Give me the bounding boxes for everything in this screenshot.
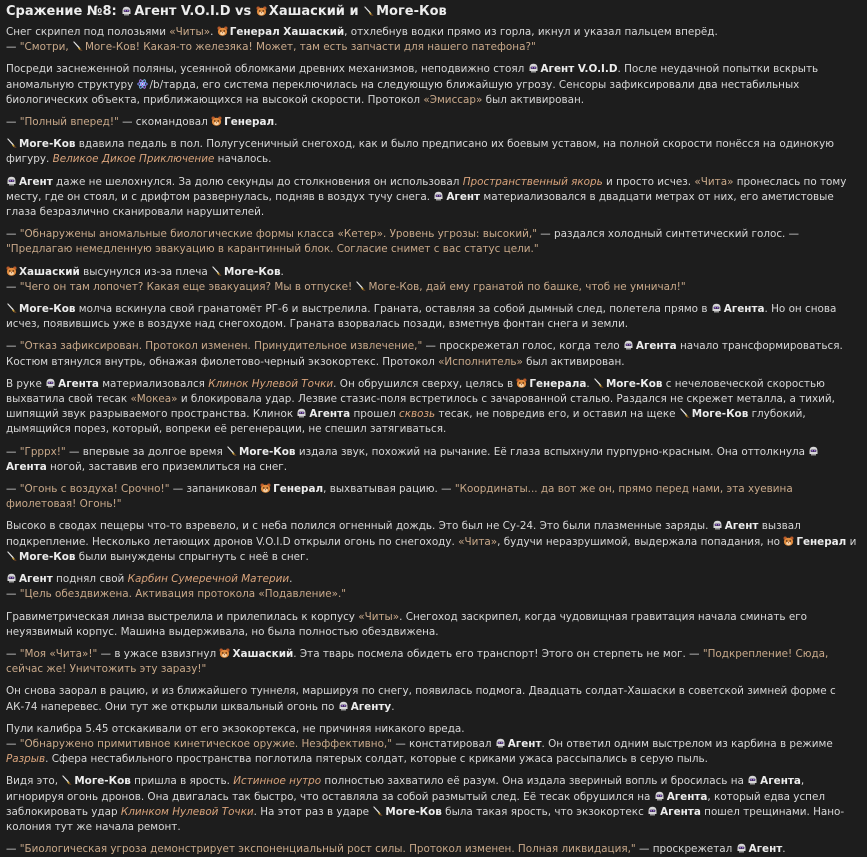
bold-text: Агент V.O.I.D vs [134, 4, 256, 19]
sword-icon [679, 408, 690, 418]
text-run: . Но он снова исчез, появившись уже в воздухе над снегоходом. Граната взорвалась позади, взметнув фонтан снега и земли. [6, 303, 837, 331]
robot-helmet-icon [712, 520, 723, 530]
robot-helmet-icon [495, 738, 506, 748]
quote-text: "Чего он там лопочет? Какая еще эвакуация? Мы в отпуске! [19, 280, 356, 293]
story-paragraph [6, 774, 858, 835]
story-title [6, 3, 858, 20]
text-run: — [6, 588, 20, 601]
text-run: — [6, 41, 20, 54]
quote-text: "Полный вперед!" [19, 116, 119, 129]
text-run: материализовался [98, 377, 209, 390]
bold-text: Генерал [796, 535, 847, 548]
quote-text: "Смотри, [19, 41, 72, 54]
hamster-face-icon [260, 483, 271, 493]
story-paragraph [6, 684, 858, 714]
story-paragraph [6, 339, 858, 369]
text-run: Снег скрипел под полозьями [6, 26, 170, 38]
bold-text: Агента [723, 303, 765, 316]
robot-helmet-icon [623, 340, 634, 350]
story-paragraph [6, 25, 858, 55]
text-run: . Он обрушился сверху, целясь в [333, 377, 517, 390]
text-run: даже не шелохнулся. За долю секунды до столкновения он использовал [52, 175, 463, 188]
sword-icon [593, 378, 604, 388]
hamster-face-icon [219, 648, 230, 658]
story-paragraph [6, 62, 858, 108]
quote-text: "Грррх!" [19, 445, 66, 458]
bold-text: Агента [58, 377, 99, 390]
italic-term: Карбин Сумеречной Материи [127, 573, 290, 586]
text-run: . Эта тварь посмела обидеть его транспорт! Этого он стерпеть не мог. — [293, 647, 703, 660]
quote-text: Моге-Ков! Какая-то железяка! Может, там есть запчасти для нашего патефона?" [84, 41, 536, 54]
robot-helmet-icon [121, 6, 132, 16]
robot-helmet-icon [736, 843, 747, 853]
robot-helmet-icon [747, 775, 758, 785]
robot-helmet-icon [338, 701, 349, 711]
story-paragraph [6, 722, 858, 768]
sword-icon [6, 303, 17, 313]
sword-icon [226, 446, 237, 456]
text-run: — в ужасе взвизгнул [97, 647, 220, 660]
bold-text: Моге-Ков [74, 775, 131, 788]
quote-text: «Исполнитель» [438, 355, 523, 368]
text-run: с нечеловеческой скоростью выхватила свой тесак [6, 377, 825, 406]
bold-text: Моге-Ков [376, 4, 447, 19]
story-paragraph [6, 265, 858, 295]
hamster-face-icon [6, 266, 17, 276]
quote-text: «Мокеа» [130, 393, 178, 406]
text-run: . [586, 377, 593, 390]
text-run: , который едва успел заблокировать удар [6, 790, 825, 818]
hamster-face-icon [783, 536, 794, 546]
story-paragraph [6, 610, 858, 640]
text-run: — [6, 843, 20, 856]
hamster-face-icon [211, 116, 222, 126]
text-run: началось. [214, 153, 272, 166]
text-run: . Снегоход заскрипел, когда чудовищная гравитация начала сминать его неуязвимый корпус. Машина выдерживала, но была полностью обездвижена. [6, 610, 808, 638]
bold-text: Хашаский [232, 647, 294, 660]
text-run: и [846, 535, 857, 548]
text-run: — запаниковал [169, 483, 261, 496]
story-paragraph [6, 445, 858, 475]
story-paragraph [6, 175, 858, 221]
text-run: молча вскинула свой гранатомёт РГ-6 и выстрелила. Граната, оставляя за собой дымный след, полетела прямо в [75, 303, 711, 316]
sword-icon [211, 266, 222, 276]
italic-term: сквозь [399, 408, 436, 421]
text-run: — [6, 340, 20, 353]
quote-text: «Эмиссар» [423, 93, 483, 106]
story-paragraph [6, 227, 858, 257]
text-run: — [6, 647, 20, 660]
quote-text: "Цель обездвижена. Активация протокола «Подавление»." [19, 588, 347, 601]
text-run: Посреди заснеженной поляны, усеянной обломками древних механизмов, неподвижно стоял [6, 63, 528, 76]
text-run: — впервые за долгое время [65, 445, 227, 458]
sword-icon [6, 138, 17, 148]
text-run: — [6, 445, 20, 458]
robot-helmet-icon [647, 806, 658, 816]
bold-text: Хашаский и [268, 4, 364, 19]
story-paragraph [6, 137, 858, 167]
text-run: вдавила педаль в пол. Полугусеничный снегоход, как и было предписано их боевым уставом, на полной скорости понёсся на одинокую фигуру. [6, 138, 834, 166]
bold-text: Моге-Ков [19, 550, 76, 563]
quote-text: «Читы» [358, 610, 400, 623]
text-run: , игнорируя огонь дронов. Она двигалась так быстро, что оставляла за собой размытый след. Её тесак обрушился на [6, 775, 805, 803]
robot-helmet-icon [296, 408, 307, 418]
sword-icon [363, 6, 374, 16]
text-run: пришла в ярость. [130, 775, 234, 788]
atom-icon [137, 79, 148, 89]
robot-helmet-icon [6, 176, 17, 186]
sword-icon [61, 775, 72, 785]
bold-text: Моге-Ков [19, 138, 76, 151]
sword-icon [6, 551, 17, 561]
story-paragraph [6, 519, 858, 565]
text-run: был активирован. [482, 93, 585, 106]
text-run: — [6, 280, 20, 293]
sword-icon [355, 281, 366, 291]
bold-text: Агенту [350, 700, 392, 713]
text-run: — [6, 116, 20, 129]
text-run: был активирован. [522, 355, 625, 368]
text-run: — раздался холодный синтетический голос. — [536, 228, 800, 241]
italic-term: Великое Дикое Приключение [52, 153, 215, 166]
robot-helmet-icon [808, 446, 819, 456]
story-paragraph [6, 482, 858, 512]
text-run: — скомандовал [118, 116, 212, 129]
story-paragraph [6, 647, 858, 677]
text-run: /b/тарда, его система переключилась на следующую ближайшую угрозу. Сенсоры зафиксировали два нестабильных биологических объекта, приближающихся на высокой скорости. Протокол [6, 78, 800, 106]
text-run: — [6, 228, 20, 241]
quote-text: "Моя «Чита»!" [19, 647, 98, 660]
bold-text: Генерал Хашаский [229, 26, 345, 38]
bold-text: Агент V.O.I.D [540, 63, 618, 76]
bold-text: Агента [309, 408, 351, 421]
text-run: — проскрежетал [635, 843, 736, 856]
robot-helmet-icon [654, 791, 665, 801]
story-paragraph [6, 572, 858, 602]
text-run: , отхлебнув водки прямо из горла, икнул и указал пальцем вперёд. [344, 26, 718, 38]
text-run: . [280, 265, 284, 278]
bold-text: Агент [19, 175, 53, 188]
quote-text: "Координаты... да вот же он, прямо перед нами, эта хуевина фиолетовая! Огонь!" [6, 483, 793, 511]
hamster-face-icon [516, 378, 527, 388]
quote-text: "Подкрепление! Сюда, сейчас же! Уничтожить эту заразу!" [6, 647, 829, 676]
text-run: . Он ответил одним выстрелом из карбина в режиме [541, 737, 833, 750]
quote-text: «Читы» [169, 26, 211, 38]
bold-text: Агента [666, 790, 708, 803]
text-run: Видя это, [6, 775, 62, 788]
italic-term: Клинком Нулевой Точки [120, 805, 254, 818]
text-run: — [6, 483, 20, 496]
quote-text: "Огонь с воздуха! Срочно!" [19, 483, 170, 496]
bold-text: Сражение №8: [6, 4, 122, 19]
text-run: Он снова заорал в рацию, и из ближайшего туннеля, маршируя по снегу, появилась подмога. Двадцать солдат-Хашаски в советской зимней форме с АК-74 наперевес. Они тут же открыли шквальный огонь по [6, 685, 836, 713]
text-run: издала звук, похожий на рычание. Её глаза вспыхнули пурпурно-красным. Она оттолкнула [295, 445, 809, 458]
hamster-face-icon [217, 26, 228, 36]
bold-text: Хашаский [19, 265, 80, 278]
story-paragraph [6, 302, 858, 332]
bold-text: Агента [6, 460, 47, 473]
text-run: ногой, заставив его приземлиться на снег. [46, 460, 288, 473]
text-run: — [6, 737, 20, 750]
text-run: , будучи неразрушимой, выдержала попадания, но [497, 535, 784, 548]
quote-text: "Отказ зафиксирован. Протокол изменен. Принудительное извлечение," [19, 340, 423, 353]
text-run: — констатировал [392, 737, 495, 750]
robot-helmet-icon [433, 191, 444, 201]
robot-helmet-icon [528, 63, 539, 73]
bold-text: Генерал [224, 116, 275, 129]
quote-text: Моге-Ков, дай ему гранатой по башке, чтоб не умничал!" [368, 280, 686, 293]
italic-term: Разрыв [6, 753, 46, 766]
hamster-face-icon [256, 6, 267, 16]
italic-term: Клинок Нулевой Точки [208, 377, 334, 390]
quote-text: "Биологическая угроза демонстрирует экспоненциальный рост силы. Протокол изменен. Полная ликвидация," [19, 843, 636, 856]
bold-text: Моге-Ков [239, 445, 296, 458]
sword-icon [372, 806, 383, 816]
text-run: . На этот раз в ударе [253, 805, 373, 818]
bold-text: Моге-Ков [691, 408, 749, 421]
text-run: Гравиметрическая линза выстрелила и прилепилась к корпусу [6, 610, 359, 623]
bold-text: Моге-Ков [224, 265, 281, 278]
text-run: начало трансформироваться. Костюм втянулся внутрь, обнажая фиолетово-черный экзокортекс. Протокол [6, 340, 843, 368]
text-run: тесак, не повредив его, и оставил на щеке [435, 408, 679, 421]
text-run: прошел [350, 408, 400, 421]
bold-text: Моге-Ков [19, 303, 76, 316]
text-run: поднял свой [52, 573, 128, 586]
story-paragraph [6, 377, 858, 438]
bold-text: Агента [760, 775, 801, 788]
quote-text: «Чита» [694, 175, 734, 188]
text-run: Высоко в сводах пещеры что-то взревело, и с неба полился огненный дождь. Это был не Су-24. Это были плазменные заряды. [6, 520, 712, 533]
bold-text: Агент [19, 573, 53, 586]
text-run: . [210, 26, 217, 38]
text-run: и блокировала удар. Лезвие стазис-поля встретилось с зачарованной сталью. Раздался не скрежет металла, а тихий, шипящий звук разрываемого пространства. Клинок [6, 393, 835, 421]
text-run: полностью захватило её разум. Она издала звериный вопль и бросилась на [321, 775, 748, 788]
italic-term: Истинное нутро [233, 775, 322, 788]
bold-text: Агент [748, 843, 783, 856]
bold-text: Агент [446, 190, 481, 203]
text-run: высунулся из-за плеча [79, 265, 212, 278]
text-run: . [289, 573, 293, 586]
text-run: . Сфера нестабильного пространства поглотила пятерых солдат, которые с криками ужаса рассыпались в серую пыль. [45, 753, 708, 766]
bold-text: Агента [635, 340, 677, 353]
text-run: глубокий, дымящийся порез, который, вопреки её регенерации, не спешил затягиваться. [6, 408, 806, 436]
text-run: пошел трещинами. Нано-колония тут же начала ремонт. [6, 805, 845, 833]
text-run: были вынуждены спрыгнуть с неё в снег. [75, 550, 309, 563]
text-run: В руке [6, 377, 46, 390]
robot-helmet-icon [6, 573, 17, 583]
text-run: была такая ярость, что экзокортекс [441, 805, 648, 818]
sword-icon [72, 41, 83, 51]
text-run: — проскрежетал голос, когда тело [422, 340, 623, 353]
bold-text: Генерала [529, 377, 587, 390]
text-run: . [274, 116, 278, 129]
robot-helmet-icon [711, 303, 722, 313]
quote-text: "Обнаружены аномальные биологические формы класса «Кетер». Уровень угрозы: высокий," [19, 228, 537, 241]
bold-text: Моге-Ков [385, 805, 442, 818]
italic-term: Пространственный якорь [462, 175, 603, 188]
text-run: , выхватывая рацию. — [323, 483, 455, 496]
story-paragraph [6, 115, 858, 130]
text-run: . [782, 843, 786, 856]
bold-text: Агента [660, 805, 701, 818]
text-run: . [391, 700, 395, 713]
text-run: и просто исчез. [602, 175, 695, 188]
bold-text: Агент [507, 737, 542, 750]
quote-text: «Чита» [458, 535, 498, 548]
text-run: материализовался в двадцати метрах от них, его аметистовые глаза безразлично сканировали нарушителей. [6, 190, 834, 219]
bold-text: Агент [724, 520, 759, 533]
story-paragraph [6, 842, 858, 857]
robot-helmet-icon [45, 378, 56, 388]
bold-text: Моге-Ков [605, 377, 663, 390]
text-run: пронеслась по тому месту, где он стоял, и с дрифтом развернулась, подняв в воздух тучу снега. [6, 175, 847, 203]
quote-text: "Предлагаю немедленную эвакуацию в карантинный блок. Согласие снимет с вас статус цели." [6, 243, 539, 256]
text-run: Пули калибра 5.45 отскакивали от его экзокортекса, не причиняя никакого вреда. [6, 722, 465, 735]
bold-text: Генерал [273, 483, 324, 496]
text-run: . После неудачной попытки вскрыть аномальную структуру [6, 63, 819, 91]
text-run: вызвал подкрепление. Несколько летающих дронов V.O.I.D открыли огонь по снегоходу. [6, 520, 801, 548]
quote-text: "Обнаружено примитивное кинетическое оружие. Неэффективно," [19, 737, 393, 750]
